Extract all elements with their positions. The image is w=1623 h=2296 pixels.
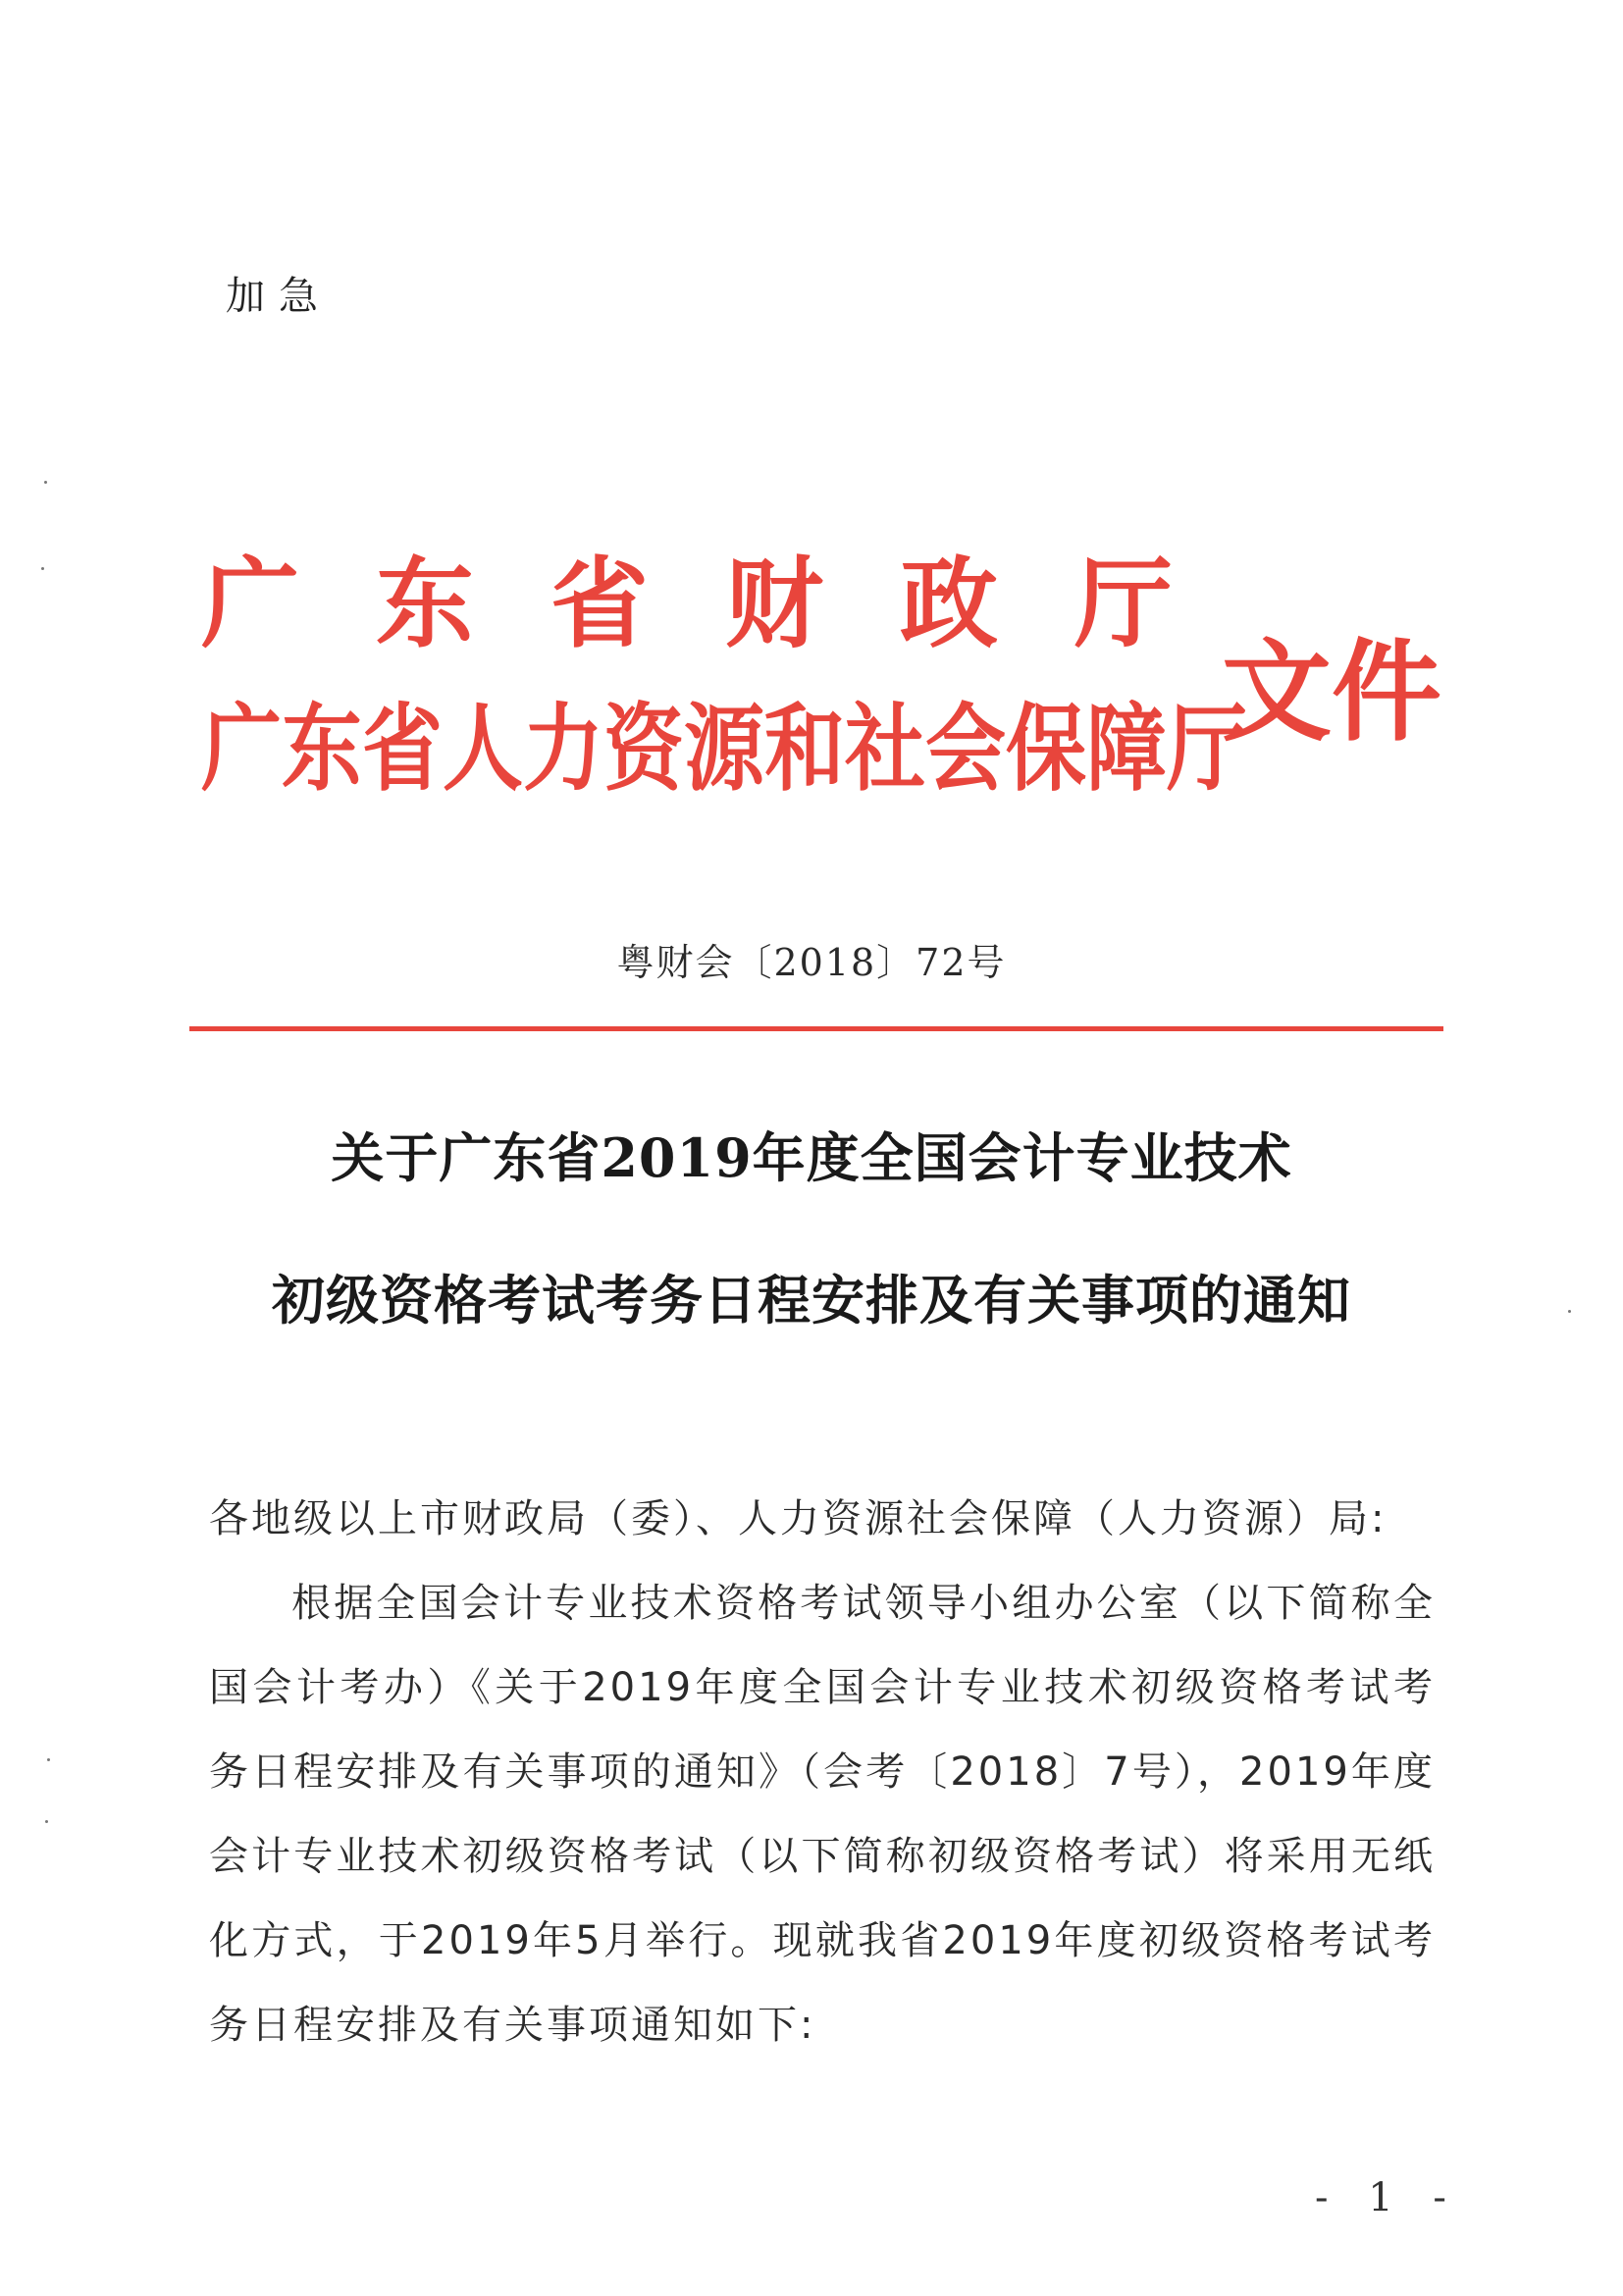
issuer-hrss-department: 广东省人力资源和社会保障厅 [201, 693, 1248, 806]
issuer-char: 厅 [1074, 546, 1173, 661]
body-paragraph: 根据全国会计专业技术资格考试领导小组办公室（以下简称全国会计考办）《关于2019年度全国会计专业技术初级资格考试考务日程安排及有关事项的通知》（会考〔2018〕7号），2019年度会计专业技术初级资格考试（以下简称初级资格考试）将采用无纸化方式，于2019年5月举行。现就我省2019年度初级资格考试考务日程安排及有关事项通知如下: [209, 1581, 1436, 2048]
issuer-char: 政 [900, 546, 998, 661]
document-masthead [201, 546, 1441, 829]
notice-body [209, 1477, 1436, 2067]
issuer-char: 东 [376, 546, 474, 661]
urgency-label: 加急 [226, 274, 332, 319]
issuer-char: 广 [201, 546, 299, 661]
salutation: 各地级以上市财政局（委）、人力资源社会保障（人力资源）局: [209, 1496, 1387, 1541]
notice-title-line-1: 关于广东省2019年度全国会计专业技术 [331, 1126, 1292, 1189]
issuer-char: 财 [725, 546, 823, 661]
issuer-finance-department [201, 546, 1173, 661]
issuer-char: 省 [550, 546, 649, 661]
notice-title-line-2: 初级资格考试考务日程安排及有关事项的通知 [272, 1269, 1351, 1331]
red-divider-line [189, 1026, 1443, 1031]
document-type-label: 文件 [1222, 628, 1441, 757]
document-number: 粤财会〔2018〕72号 [616, 941, 1007, 984]
page-number: - 1 - [1315, 2175, 1460, 2220]
